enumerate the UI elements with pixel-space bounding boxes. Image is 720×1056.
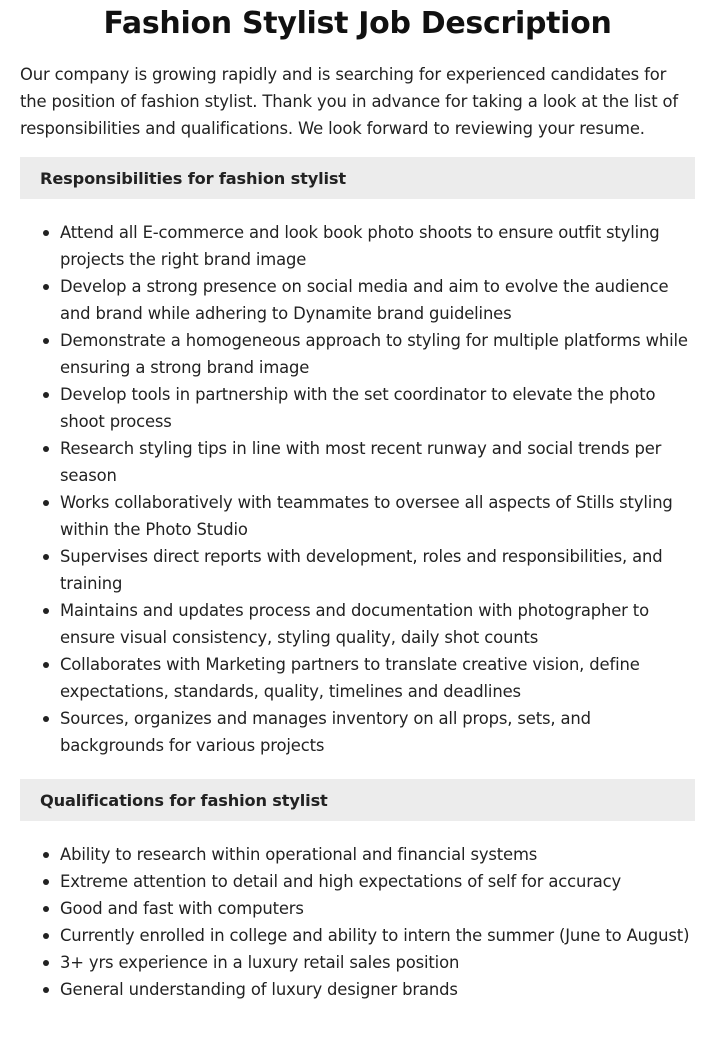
bullet-icon xyxy=(43,446,49,452)
qualification-item xyxy=(20,949,695,976)
responsibility-text: Works collaboratively with teammates to oversee all aspects of Stills styling within the Photo Studio xyxy=(60,493,673,539)
responsibility-item xyxy=(20,543,695,597)
bullet-icon xyxy=(43,284,49,290)
responsibility-item xyxy=(20,327,695,381)
qualification-text: 3+ yrs experience in a luxury retail sales position xyxy=(60,953,460,972)
responsibility-text: Maintains and updates process and documentation with photographer to ensure visual consistency, styling quality, daily shot counts xyxy=(60,601,649,647)
responsibility-item xyxy=(20,597,695,651)
responsibility-item xyxy=(20,489,695,543)
responsibilities-list xyxy=(20,219,695,759)
qualification-text: Currently enrolled in college and ability to intern the summer (June to August) xyxy=(60,926,690,945)
qualifications-list xyxy=(20,841,695,1003)
responsibility-text: Supervises direct reports with development, roles and responsibilities, and training xyxy=(60,547,663,593)
bullet-icon xyxy=(43,879,49,885)
section-spacer xyxy=(20,759,695,764)
responsibility-text: Develop a strong presence on social media and aim to evolve the audience and brand while adhering to Dynamite brand guidelines xyxy=(60,277,669,323)
bullet-icon xyxy=(43,716,49,722)
qualification-text: Good and fast with computers xyxy=(60,899,304,918)
bullet-icon xyxy=(43,662,49,668)
responsibility-item xyxy=(20,273,695,327)
responsibility-text: Attend all E-commerce and look book photo shoots to ensure outfit styling projects the right brand image xyxy=(60,223,660,269)
bullet-icon xyxy=(43,608,49,614)
responsibility-text: Research styling tips in line with most recent runway and social trends per season xyxy=(60,439,662,485)
responsibility-text: Demonstrate a homogeneous approach to styling for multiple platforms while ensuring a strong brand image xyxy=(60,331,688,377)
responsibility-text: Sources, organizes and manages inventory on all props, sets, and backgrounds for various projects xyxy=(60,709,591,755)
bullet-icon xyxy=(43,852,49,858)
bullet-icon xyxy=(43,338,49,344)
qualification-text: General understanding of luxury designer brands xyxy=(60,980,458,999)
responsibility-item xyxy=(20,705,695,759)
page-title: Fashion Stylist Job Description xyxy=(103,6,612,41)
qualification-item xyxy=(20,868,695,895)
qualifications-heading: Qualifications for fashion stylist xyxy=(20,779,695,821)
responsibility-text: Develop tools in partnership with the set coordinator to elevate the photo shoot process xyxy=(60,385,656,431)
bullet-icon xyxy=(43,392,49,398)
qualification-item xyxy=(20,922,695,949)
responsibility-item xyxy=(20,651,695,705)
qualification-text: Ability to research within operational and financial systems xyxy=(60,845,538,864)
responsibility-item xyxy=(20,219,695,273)
qualification-item xyxy=(20,895,695,922)
qualification-text: Extreme attention to detail and high expectations of self for accuracy xyxy=(60,872,622,891)
bullet-icon xyxy=(43,933,49,939)
responsibility-text: Collaborates with Marketing partners to translate creative vision, define expectations, standards, quality, timelines and deadlines xyxy=(60,655,640,701)
responsibility-item xyxy=(20,435,695,489)
responsibility-item xyxy=(20,381,695,435)
bullet-icon xyxy=(43,500,49,506)
bullet-icon xyxy=(43,987,49,993)
bullet-icon xyxy=(43,554,49,560)
intro-paragraph: Our company is growing rapidly and is searching for experienced candidates for the position of fashion stylist. Thank you in advance for taking a look at the list of responsibilities and qualifications. We look forward to reviewing your resume. xyxy=(20,65,679,138)
bullet-icon xyxy=(43,960,49,966)
qualification-item xyxy=(20,841,695,868)
responsibilities-heading: Responsibilities for fashion stylist xyxy=(20,157,695,199)
bullet-icon xyxy=(43,906,49,912)
bullet-icon xyxy=(43,230,49,236)
qualification-item xyxy=(20,976,695,1003)
